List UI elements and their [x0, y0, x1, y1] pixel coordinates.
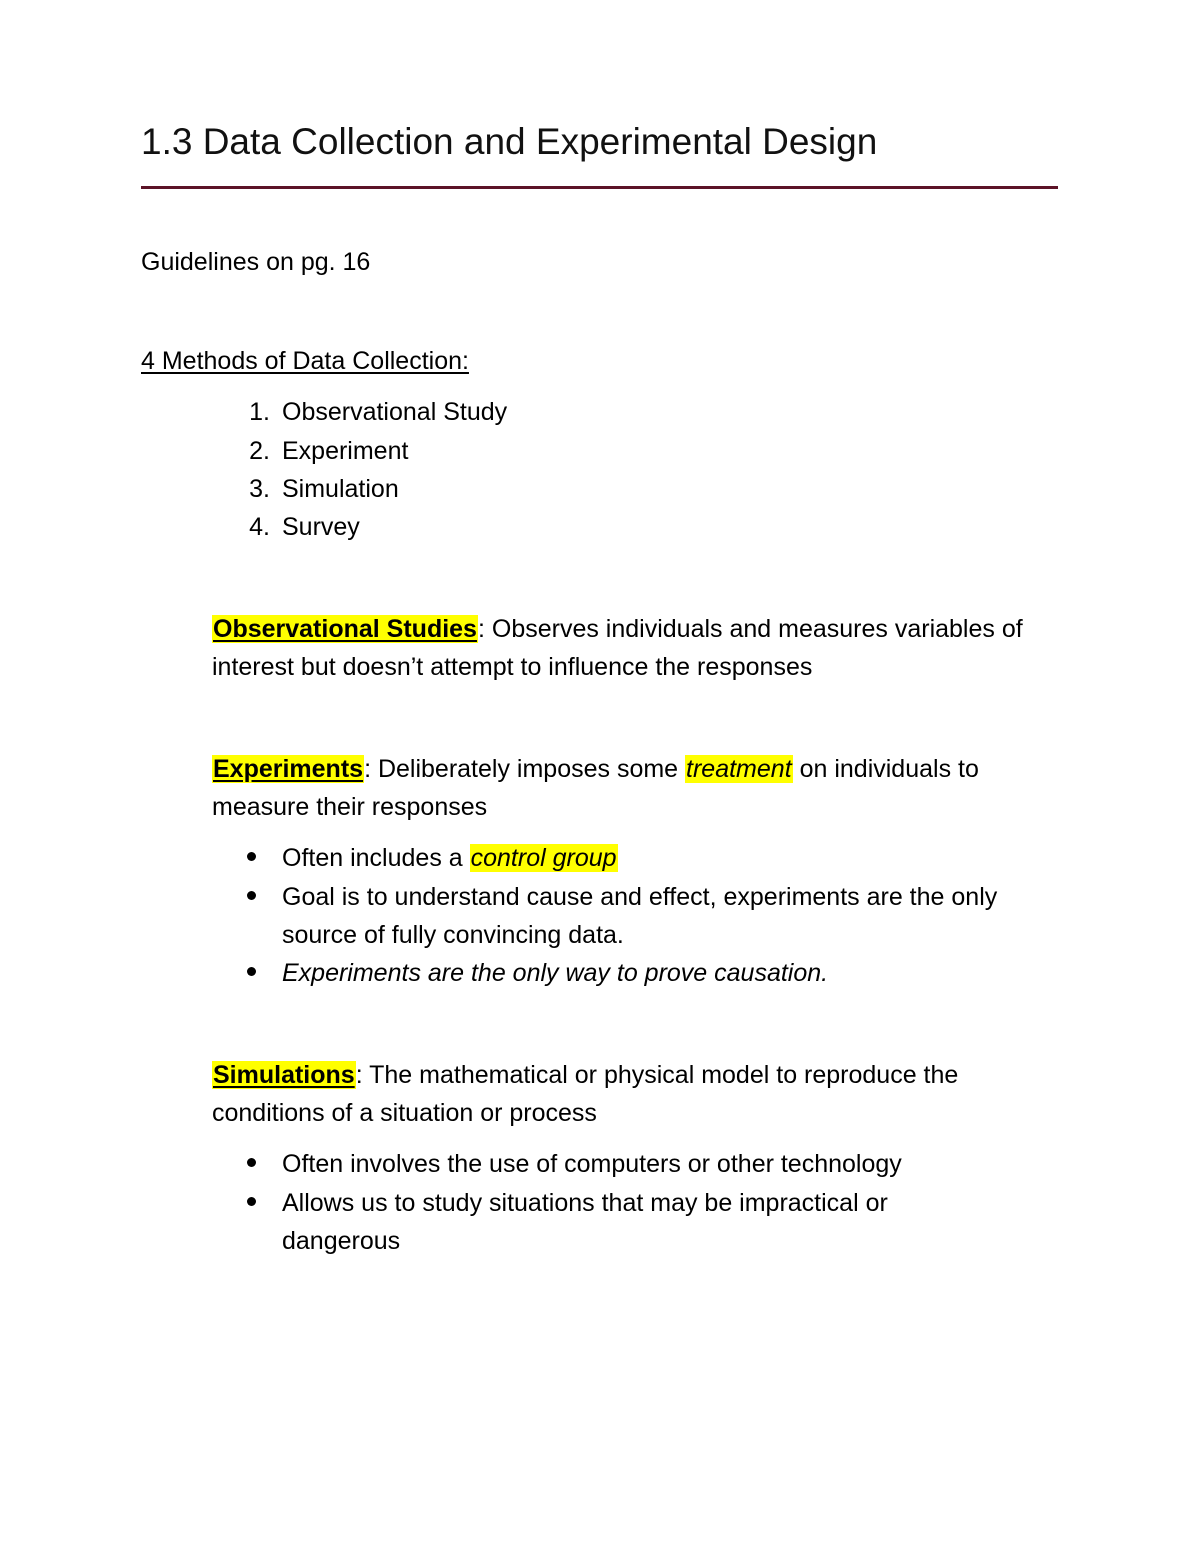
bullet-item: Often involves the use of computers or other technology — [282, 1150, 902, 1178]
observational-line-1 — [212, 612, 1023, 646]
list-item-label: Simulation — [282, 475, 399, 503]
observational-definition: Observes individuals and measures variables of — [484, 615, 1023, 643]
page-title: 1.3 Data Collection and Experimental Design — [141, 121, 878, 162]
list-item-label: Observational Study — [282, 398, 508, 426]
experiments-definition-b: on individuals to — [792, 755, 979, 783]
bullet-item — [282, 841, 618, 875]
bullet-text: Often includes a — [282, 844, 470, 872]
methods-heading: 4 Methods of Data Collection: — [141, 347, 469, 375]
observational-term: Observational Studies — [213, 615, 477, 643]
list-item-label: Survey — [282, 513, 360, 541]
control-group-emphasis: control group — [470, 844, 617, 872]
list-number: 4. — [249, 513, 270, 541]
simulations-line-2: conditions of a situation or process — [212, 1099, 597, 1127]
bullet-icon — [247, 1197, 256, 1206]
title-rule — [141, 186, 1058, 189]
simulations-definition: : The mathematical or physical model to reproduce the — [355, 1061, 959, 1089]
bullet-item-continued: dangerous — [282, 1227, 401, 1255]
simulations-term: Simulations — [213, 1061, 355, 1089]
list-number: 2. — [249, 437, 270, 465]
experiments-line-1 — [212, 752, 979, 786]
experiments-definition-a: : Deliberately imposes some — [364, 755, 686, 783]
bullet-item: Allows us to study situations that may be impractical or — [282, 1189, 888, 1217]
bullet-icon — [247, 1158, 256, 1167]
experiments-line-2: measure their responses — [212, 793, 488, 821]
observational-line-2: interest but doesn’t attempt to influence the responses — [212, 653, 813, 681]
bullet-icon — [247, 852, 256, 861]
list-number: 3. — [249, 475, 270, 503]
bullet-item-continued: source of fully convincing data. — [282, 921, 624, 949]
experiments-term: Experiments — [213, 755, 364, 783]
bullet-item: Experiments are the only way to prove causation. — [282, 959, 829, 987]
simulations-line-1 — [212, 1058, 958, 1092]
list-number: 1. — [249, 398, 270, 426]
list-item-label: Experiment — [282, 437, 409, 465]
bullet-icon — [247, 967, 256, 976]
treatment-emphasis: treatment — [686, 755, 792, 783]
guidelines-text: Guidelines on pg. 16 — [141, 248, 371, 276]
bullet-item: Goal is to understand cause and effect, experiments are the only — [282, 883, 998, 911]
bullet-icon — [247, 891, 256, 900]
observational-colon: : — [477, 615, 485, 643]
